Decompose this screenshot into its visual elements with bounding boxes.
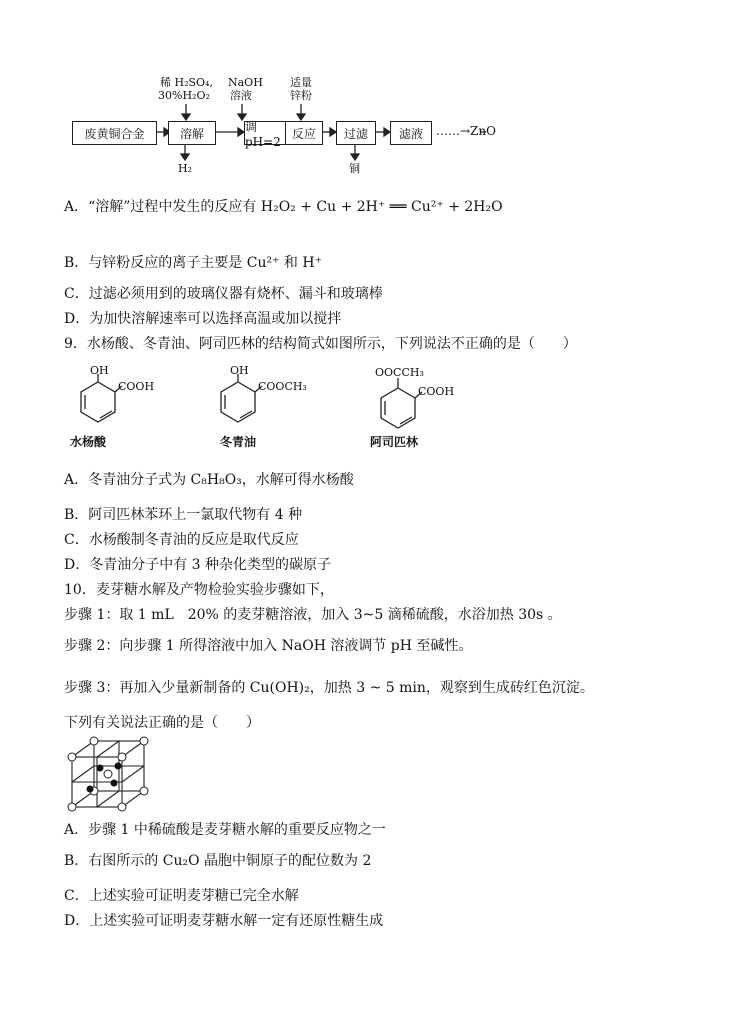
output-hydrogen: H₂ [178, 162, 193, 175]
reagent-1-line2: 30%H₂O₂ [158, 89, 210, 102]
q8-option-a: A．“溶解”过程中发生的反应有 H₂O₂ + Cu + 2H⁺ ══ Cu²⁺ + 2H₂O [64, 199, 503, 215]
flowchart-arrows [0, 0, 737, 190]
q10-option-a: A．步骤 1 中稀硫酸是麦芽糖水解的重要反应物之一 [64, 822, 386, 838]
cu2o-unit-cell [62, 735, 162, 817]
flow-tail: ……→ZnO [436, 124, 496, 138]
m1-oh: OH [90, 364, 109, 377]
q9-option-c: C．水杨酸制冬青油的反应是取代反应 [64, 532, 299, 548]
q8-option-d: D．为加快溶解速率可以选择高温或加以搅拌 [64, 311, 342, 327]
mol-name-salicylic: 水杨酸 [70, 435, 107, 449]
flow-box-adjust-ph: 调 pH=2 [244, 121, 292, 145]
q9-option-a: A．冬青油分子式为 C₈H₈O₃，水解可得水杨酸 [64, 472, 354, 488]
q10-option-c: C．上述实验可证明麦芽糖已完全水解 [64, 888, 299, 904]
m2-oh: OH [230, 364, 249, 377]
m3-cooh: COOH [418, 385, 455, 398]
q10-step2: 步骤 2：向步骤 1 所得溶液中加入 NaOH 溶液调节 pH 至碱性。 [64, 638, 473, 654]
q10-stem: 10．麦芽糖水解及产物检验实验步骤如下， [64, 582, 334, 598]
reagent-3-line2: 锌粉 [290, 89, 312, 102]
mol-name-wintergreen: 冬青油 [220, 435, 257, 449]
q9-option-d: D．冬青油分子中有 3 种杂化类型的碳原子 [64, 557, 332, 573]
q10-step3: 步骤 3：再加入少量新制备的 Cu(OH)₂，加热 3 ~ 5 min，观察到生成砖红色沉淀。 [64, 680, 594, 696]
q8-option-b: B．与锌粉反应的离子主要是 Cu²⁺ 和 H⁺ [64, 255, 322, 271]
mol-name-aspirin: 阿司匹林 [370, 435, 419, 449]
flow-box-react: 反应 [285, 121, 323, 145]
q10-question: 下列有关说法正确的是（ ） [64, 715, 260, 731]
output-copper: 铜 [349, 162, 360, 175]
flow-box-filter: 过滤 [336, 121, 376, 145]
m2-cooch3: COOCH₃ [258, 380, 307, 393]
flow-box-dissolve: 溶解 [168, 121, 216, 145]
flow-box-raw: 废黄铜合金 [72, 121, 157, 145]
m3-oocch3: OOCCH₃ [375, 366, 424, 379]
flow-box-filtrate: 滤液 [390, 121, 432, 145]
reagent-2-line1: NaOH [228, 76, 263, 89]
reagent-2-line2: 溶液 [230, 89, 252, 102]
q8-option-c: C．过滤必须用到的玻璃仪器有烧杯、漏斗和玻璃棒 [64, 286, 383, 302]
q10-step1: 步骤 1：取 1 mL 20% 的麦芽糖溶液，加入 3~5 滴稀硫酸，水浴加热 30s 。 [64, 607, 562, 623]
reagent-3-line1: 适量 [290, 76, 312, 89]
q9-stem: 9．水杨酸、冬青油、阿司匹林的结构简式如图所示，下列说法不正确的是（ ） [64, 336, 577, 352]
q10-option-d: D．上述实验可证明麦芽糖水解一定有还原性糖生成 [64, 913, 384, 929]
reagent-1-line1: 稀 H₂SO₄, [160, 76, 213, 89]
m1-cooh: COOH [118, 380, 155, 393]
q10-option-b: B．右图所示的 Cu₂O 晶胞中铜原子的配位数为 2 [64, 853, 372, 869]
q9-option-b: B．阿司匹林苯环上一氯取代物有 4 种 [64, 507, 303, 523]
